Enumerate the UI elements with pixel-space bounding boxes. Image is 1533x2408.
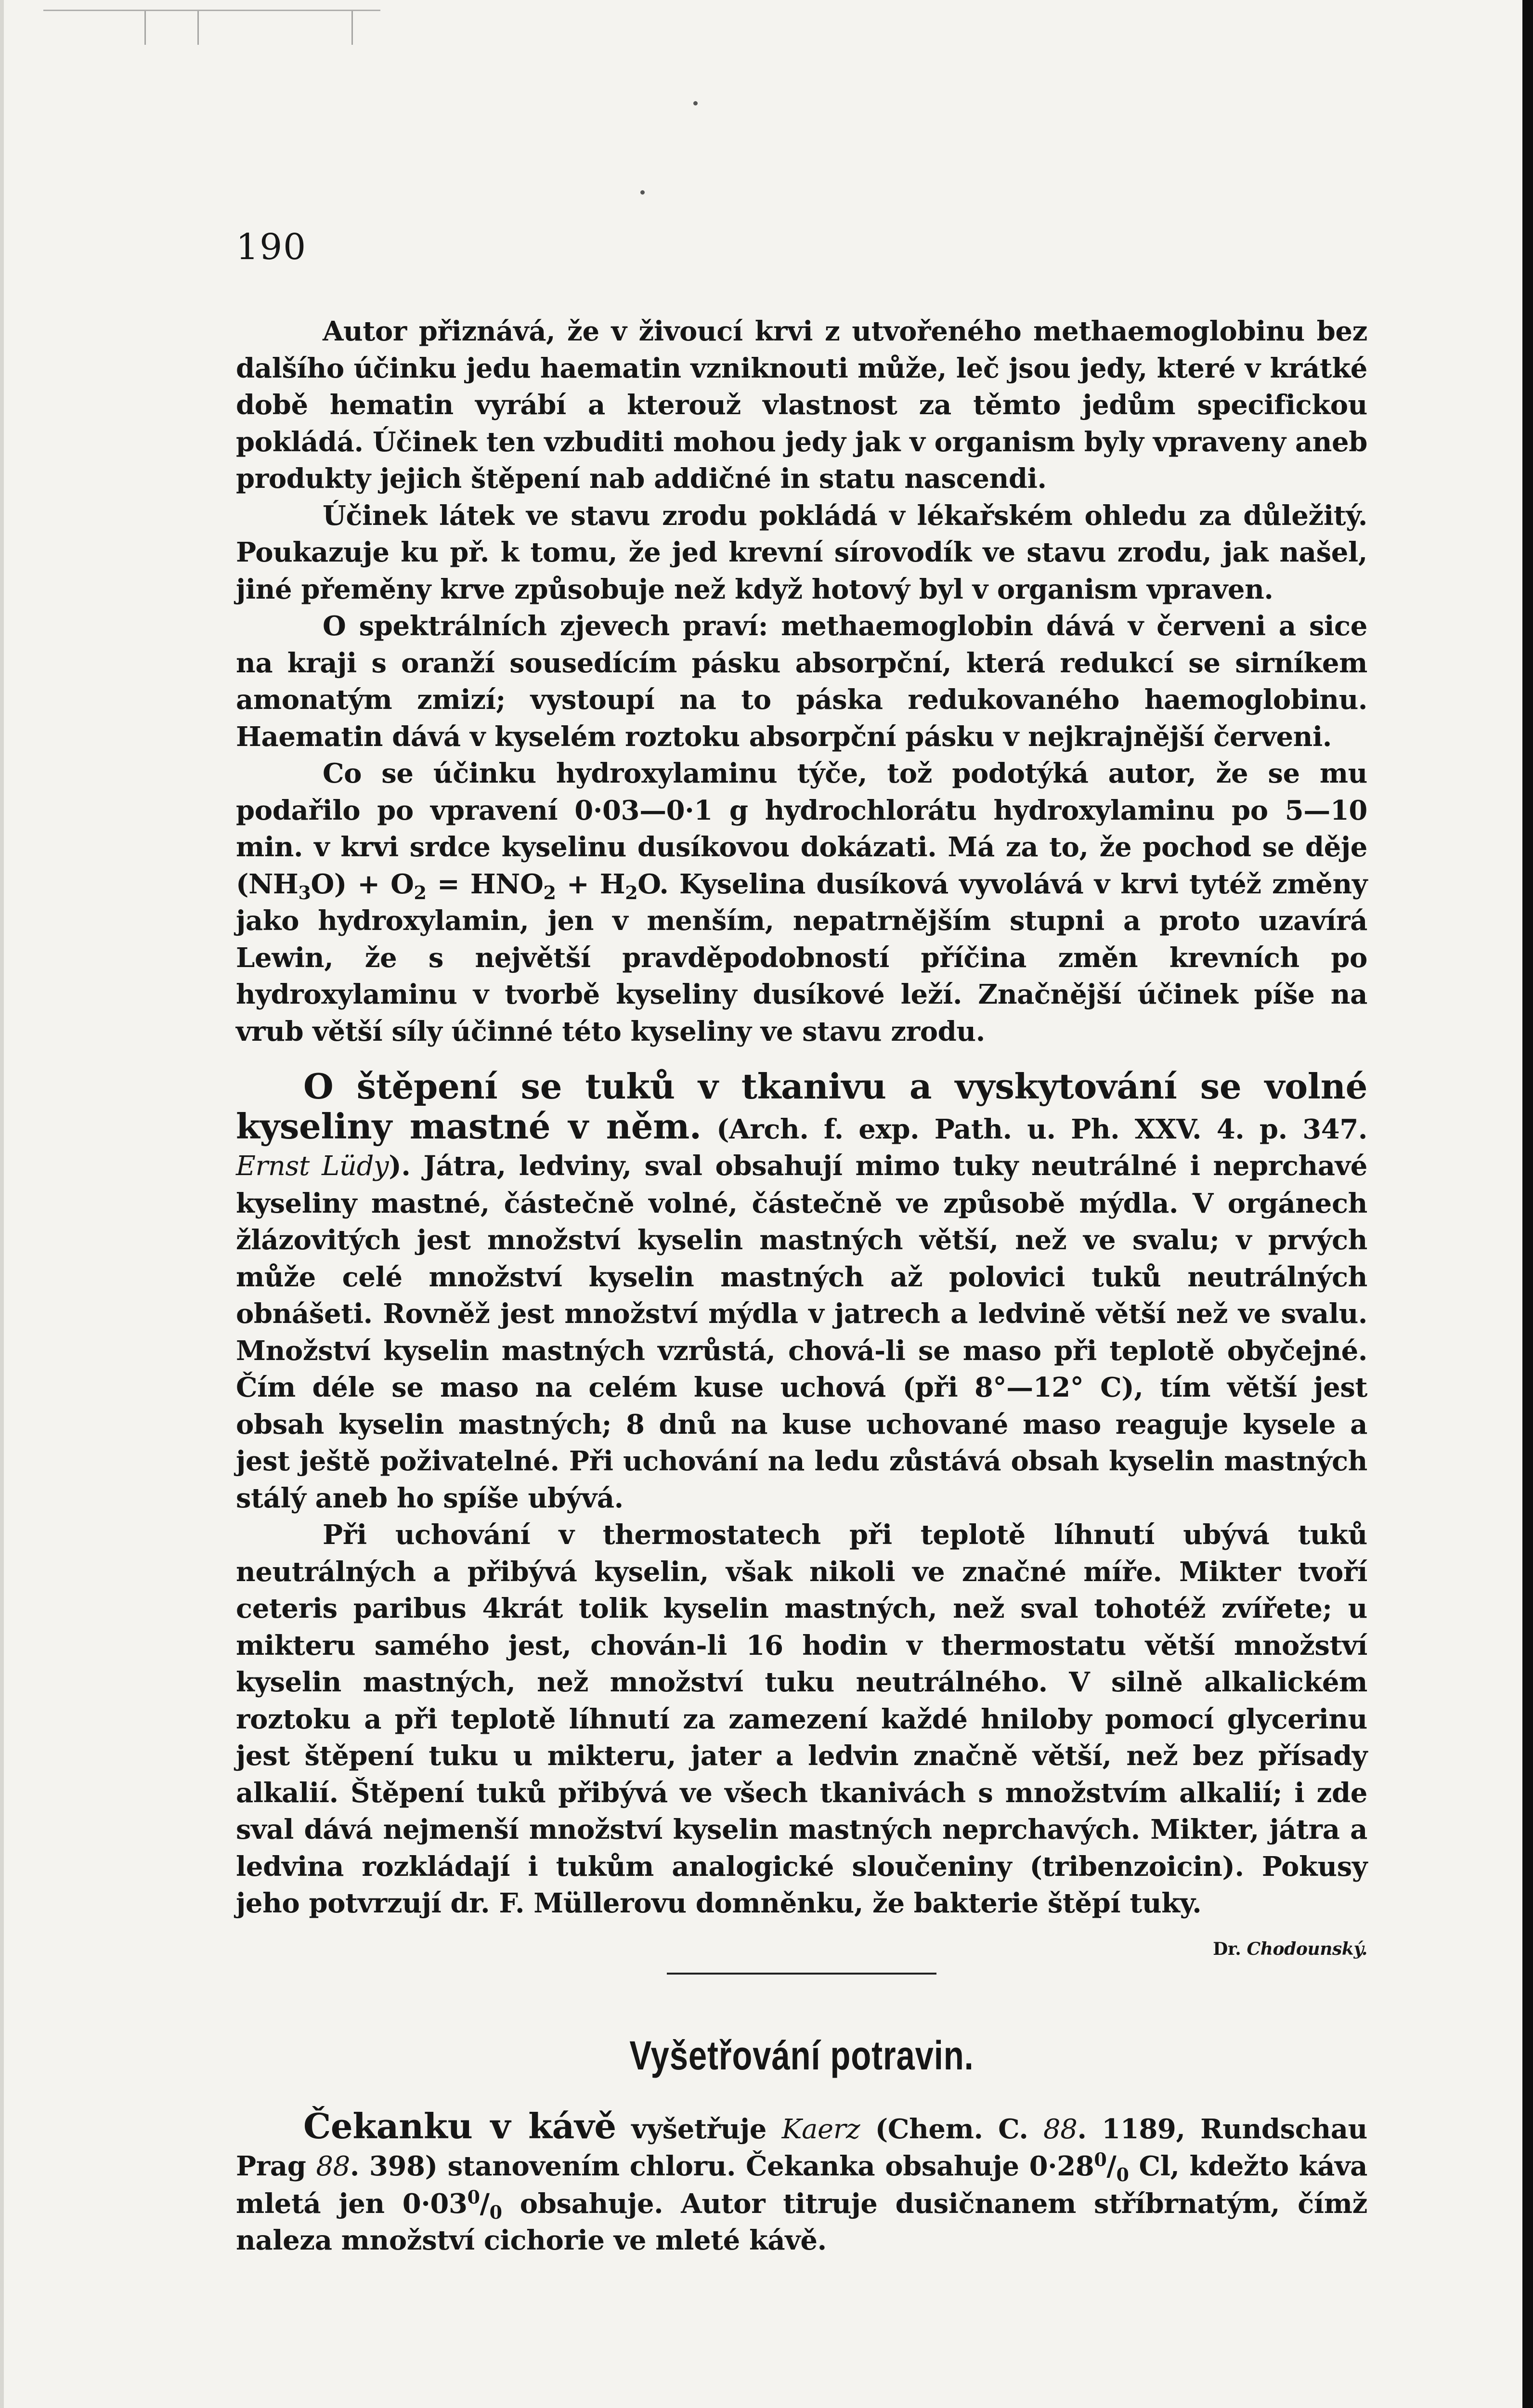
text-run: / bbox=[1106, 2150, 1117, 2182]
superscript: 0 bbox=[467, 2186, 480, 2208]
text-run: (Chem. C. bbox=[860, 2113, 1044, 2145]
subscript: 0 bbox=[489, 2201, 502, 2223]
article2-paragraph-2 bbox=[236, 1517, 1367, 1959]
article2-title: O štěpení se tuků v tkanivu a vyskytování se volné kyseliny mastné v něm. bbox=[236, 1066, 1367, 1147]
text-run: Cl, kdežto káva mletá jen 0·03 bbox=[236, 2150, 1367, 2220]
article1-paragraph-2: Účinek látek ve stavu zrodu pokládá v lékařském ohledu za důležitý. Poukazuje ku př. k tomu, že jed krevní sírovodík ve stavu zrodu, jak našel, jiné přeměny krve způsobuje než když hotový byl v organism vpraven. bbox=[236, 499, 1367, 605]
text-run: . 1189, Rundschau Prag bbox=[236, 2113, 1367, 2182]
text-run: / bbox=[480, 2187, 490, 2220]
text-run: ). Játra, ledviny, sval obsahují mimo tuky neutrálné i neprchavé kyseliny mastné, částečně volné, částečně ve způsobě mýdla. V orgánech žlázovitých jest množství kyselin mastných větší, než ve svalu; v prvých může celé množství kyselin mastných až polovici tuků neutrálných obnášeti. Rovněž jest množství mýdla v jatrech a ledvině větší než ve svalu. Množství kyselin mastných vzrůstá, chová-li se maso při teplotě obyčejné. Čím déle se maso na celém kuse uchová (při 8°—12° C), tím větší jest obsah kyselin mastných; 8 dnů na kuse uchované maso reaguje kysele a jest ještě poživatelné. Při uchování na ledu zůstává obsah kyselin mastných stálý aneb ho spíše ubývá. bbox=[236, 1150, 1367, 1514]
section-divider bbox=[667, 1973, 936, 1975]
article2-signature bbox=[1126, 1931, 1367, 1968]
signature-prefix: Dr. bbox=[1213, 1938, 1247, 1959]
scan-speck bbox=[693, 101, 698, 105]
subscript: 2 bbox=[543, 881, 556, 903]
text-run: . 398) stanovením chloru. Čekanka obsahuje 0·28 bbox=[350, 2150, 1094, 2182]
article3-author: Kaerz bbox=[781, 2113, 860, 2145]
article2-author: Ernst Lüdy bbox=[236, 1151, 389, 1182]
subscript: 2 bbox=[625, 881, 638, 903]
article2-paragraph-1 bbox=[236, 1068, 1367, 1517]
volume-number: 88 bbox=[1043, 2113, 1078, 2145]
signature-name: Chodounský. bbox=[1247, 1938, 1367, 1959]
article1-paragraph-1: Autor přiznává, že v živoucí krvi z utvořeného methaemoglobinu bez dalšího účinku jedu haematin vzniknouti může, leč jsou jedy, které v krátké době hematin vyrábí a kterouž vlastnost za těmto jedům specifickou pokládá. Účinek ten vzbuditi mohou jedy jak v organism byly vpraveny aneb produkty jejich štěpení nab addičné in statu nascendi. bbox=[236, 315, 1367, 495]
subscript: 3 bbox=[298, 881, 311, 903]
subscript: 0 bbox=[1116, 2164, 1129, 2186]
page-body bbox=[236, 313, 1367, 2259]
text-run: Co se účinku hydroxylaminu týče, tož podotýká autor, že se mu podařilo po vpravení 0·03—0·1 g hydrochlorátu hydroxylaminu po 5—10 min. v krvi srdce kyselinu dusíkovou dokázati. Má za to, že pochod se děje (NH bbox=[236, 758, 1367, 900]
page-edge-right bbox=[1522, 0, 1533, 2408]
superscript: 0 bbox=[1094, 2148, 1107, 2171]
page-number: 190 bbox=[236, 226, 307, 268]
article1-paragraph-4 bbox=[236, 755, 1367, 1050]
text-run: + H bbox=[556, 868, 625, 900]
article3-paragraph bbox=[236, 2105, 1367, 2259]
text-run: Při uchování v thermostatech při teplotě líhnutí ubývá tuků neutrálných a přibývá kyselin, však nikoli ve značné míře. Mikter tvoří ceteris paribus 4krát tolik kyselin mastných, než sval tohotéž zvířete; u mikteru samého jest, chován-li 16 hodin v thermostatu větší množství kyselin mastných, než množství tuku neutrálného. V silně alkalickém roztoku a při teplotě líhnutí za zamezení každé hniloby pomocí glycerinu jest štěpení tuku u mikteru, jater a ledvin značně větší, než bez přísady alkalií. Štěpení tuků přibývá ve všech tkanivách s množstvím alkalií; i zde sval dává nejmenší množství kyselin mastných neprchavých. Mikter, játra a ledvina rozkládají i tukům analogické sloučeniny (tribenzoicin). Pokusy jeho potvrzují dr. F. Müllerovu domněnku, že bakterie štěpí tuky. bbox=[236, 1519, 1367, 1919]
subscript: 2 bbox=[414, 881, 427, 903]
section-heading: Vyšetřování potravin. bbox=[629, 2032, 974, 2078]
article2-citation: (Arch. f. exp. Path. u. Ph. XXV. 4. p. 347. bbox=[701, 1113, 1367, 1145]
text-run: O. Kyselina dusíková vyvolává v krvi tytéž změny jako hydroxylamin, jen v menším, nepatrnějším stupni a proto uzavírá Lewin, že s největší pravděpodobností příčina změn krevních po hydroxylaminu v tvorbě kyseliny dusíkové leží. Značnější účinek píše na vrub větší síly účinné této kyseliny ve stavu zrodu. bbox=[236, 868, 1367, 1047]
text-run: O) + O bbox=[311, 868, 414, 900]
article1-paragraph-3: O spektrálních zjevech praví: methaemoglobin dává v červeni a sice na kraji s oranží sousedícím pásku absorpční, která redukcí se sirníkem amonatým zmizí; vystoupí na to páska redukovaného haemoglobinu. Haematin dává v kyselém roztoku absorpční pásku v nejkrajnější červeni. bbox=[236, 610, 1367, 753]
scan-marks bbox=[43, 10, 380, 50]
page-edge-left bbox=[0, 0, 4, 2408]
text-run: = HNO bbox=[426, 868, 544, 900]
article3-lead: Čekanku v kávě bbox=[303, 2105, 616, 2146]
volume-number: 88 bbox=[316, 2151, 350, 2182]
text-run: obsahuje. Autor titruje dusičnanem stříbrnatým, čímž naleza množství cichorie ve mleté kávě. bbox=[236, 2187, 1367, 2256]
scan-speck bbox=[640, 190, 645, 195]
text-run: vyšetřuje bbox=[616, 2113, 782, 2145]
